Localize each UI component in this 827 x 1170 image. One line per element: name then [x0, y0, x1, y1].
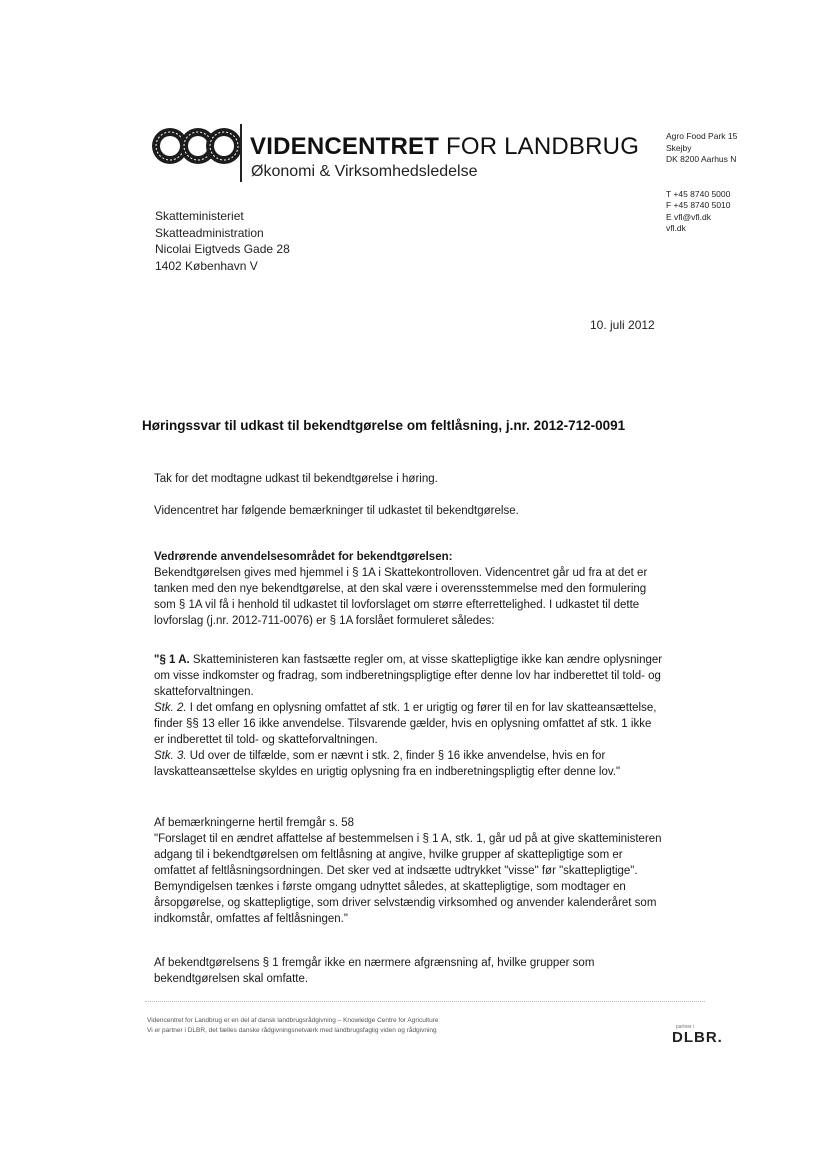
- stk2-text: I det omfang en oplysning omfattet af stk. 1 er urigtig og fører til en for lav skatteansættelse, finder §§ 13 eller 16 ikke anvendelse. Tilsvarende gælder, hvis en oplysning omfattet af stk. 1 ikke er indberettet til told- og skatteforvaltningen.: [154, 702, 657, 746]
- footer-line-1: Videncentret for Landbrug er en del af dansk landbrugsrådgivning – Knowledge Centre for Agriculture: [147, 1017, 439, 1024]
- recipient-line-2: Skatteadministration: [155, 225, 264, 240]
- quote-lead: "§ 1 A.: [154, 654, 190, 666]
- recipient-address: [155, 208, 290, 274]
- dlbr-logo: DLBR.: [672, 1029, 723, 1046]
- quote-text-1: Skatteministeren kan fastsætte regler om, at visse skattepligtige ikke kan ændre oplysninger om visse indkomster og fradrag, som indberetningspligtige efter denne lov har indberettet til told- og skatteforvaltningen.: [154, 654, 663, 698]
- footer-text: [147, 1016, 438, 1036]
- stk2-label: Stk. 2.: [154, 702, 187, 714]
- letter-heading: Høringssvar til udkast til bekendtgørelse om feltlåsning, j.nr. 2012-712-0091: [142, 418, 626, 433]
- paragraph-remarks: Videncentret har følgende bemærkninger til udkastet til bekendtgørelse.: [154, 505, 519, 517]
- paragraph-final: Af bekendtgørelsens § 1 fremgår ikke en nærmere afgrænsning af, hvilke grupper som bekendtgørelsen skal omfatte.: [154, 957, 595, 985]
- quote-stk-2: [154, 700, 664, 748]
- sender-contact-block: [666, 131, 737, 235]
- sender-address-line-2: Skejby: [666, 142, 692, 153]
- organization-name-bold: VIDENCENTRET: [250, 133, 440, 160]
- sender-phone: T +45 8740 5000: [666, 188, 731, 199]
- letter-date: 10. juli 2012: [590, 318, 655, 332]
- organization-seal-icon: [150, 126, 244, 166]
- organization-name-rest: FOR LANDBRUG: [445, 133, 640, 160]
- organization-name: [250, 133, 639, 161]
- sender-website: vfl.dk: [666, 223, 686, 233]
- organization-subtitle: Økonomi & Virksomhedsledelse: [251, 163, 478, 180]
- paragraph-thanks: Tak for det modtagne udkast til bekendtgørelse i høring.: [154, 473, 438, 485]
- section-scope: [154, 549, 664, 629]
- recipient-line-1: Skatteministeriet: [155, 209, 244, 223]
- logo-divider: [240, 124, 242, 182]
- sender-fax: F +45 8740 5010: [666, 200, 731, 210]
- recipient-line-3: Nicolai Eigtveds Gade 28: [155, 242, 290, 256]
- footer-line-2: Vi er partner i DLBR, det fælles danske rådgivningsnetværk med landbrugsfaglig viden og rådgivning: [147, 1027, 437, 1034]
- sender-email: E vfl@vfl.dk: [666, 211, 711, 222]
- quote-paragraph-1: [154, 652, 664, 700]
- sender-address-line-1: Agro Food Park 15: [666, 131, 738, 141]
- footer-divider: [145, 1001, 705, 1002]
- quote-stk-3: [154, 748, 664, 780]
- paragraph-notes: [154, 815, 664, 927]
- stk3-text: Ud over de tilfælde, som er nævnt i stk. 2, finder § 16 ikke anvendelse, hvis en for lavskatteansættelse skyldes en urigtig oplysning fra en indberetningspligtig efter denne lov.": [154, 750, 621, 778]
- section-body: Bekendtgørelsen gives med hjemmel i § 1A i Skattekontrolloven. Videncentret går ud fra at det er tanken med den nye bekendtgørelse, at den skal være i overensstemmelse med den formulering som § 1A vil få i henhold til udkastet til lovforslaget om større efterrettelighed. I udkastet til dette lovforslag (j.nr. 2012-711-0076) er § 1A forslået formuleret således:: [154, 567, 648, 627]
- section-title: Vedrørende anvendelsesområdet for bekendtgørelsen:: [154, 551, 453, 563]
- recipient-line-4: 1402 København V: [155, 258, 258, 273]
- stk3-label: Stk. 3.: [154, 750, 187, 762]
- sender-address-line-3: DK 8200 Aarhus N: [666, 154, 737, 164]
- notes-quote: "Forslaget til en ændret affattelse af bestemmelsen i § 1 A, stk. 1, går ud på at give skatteministeren adgang til i bekendtgørelsen om feltlåsning at angive, hvilke grupper af skattepligtige som er omfattet af feltlåsningsordningen. Det sker ved at indsætte udtrykket "visse" før "skattepligtige". Bemyndigelsen tænkes i første omgang udnyttet således, at skattepligtige, som modtager en årsopgørelse, og skattepligtige, som driver selvstændig virksomhed og anvender kalenderåret som indkomstår, omfattes af feltlåsningen.": [154, 833, 662, 925]
- dlbr-partner-label: partner i: [676, 1024, 695, 1030]
- law-quote: [154, 652, 664, 780]
- notes-intro: Af bemærkningerne hertil fremgår s. 58: [154, 817, 355, 829]
